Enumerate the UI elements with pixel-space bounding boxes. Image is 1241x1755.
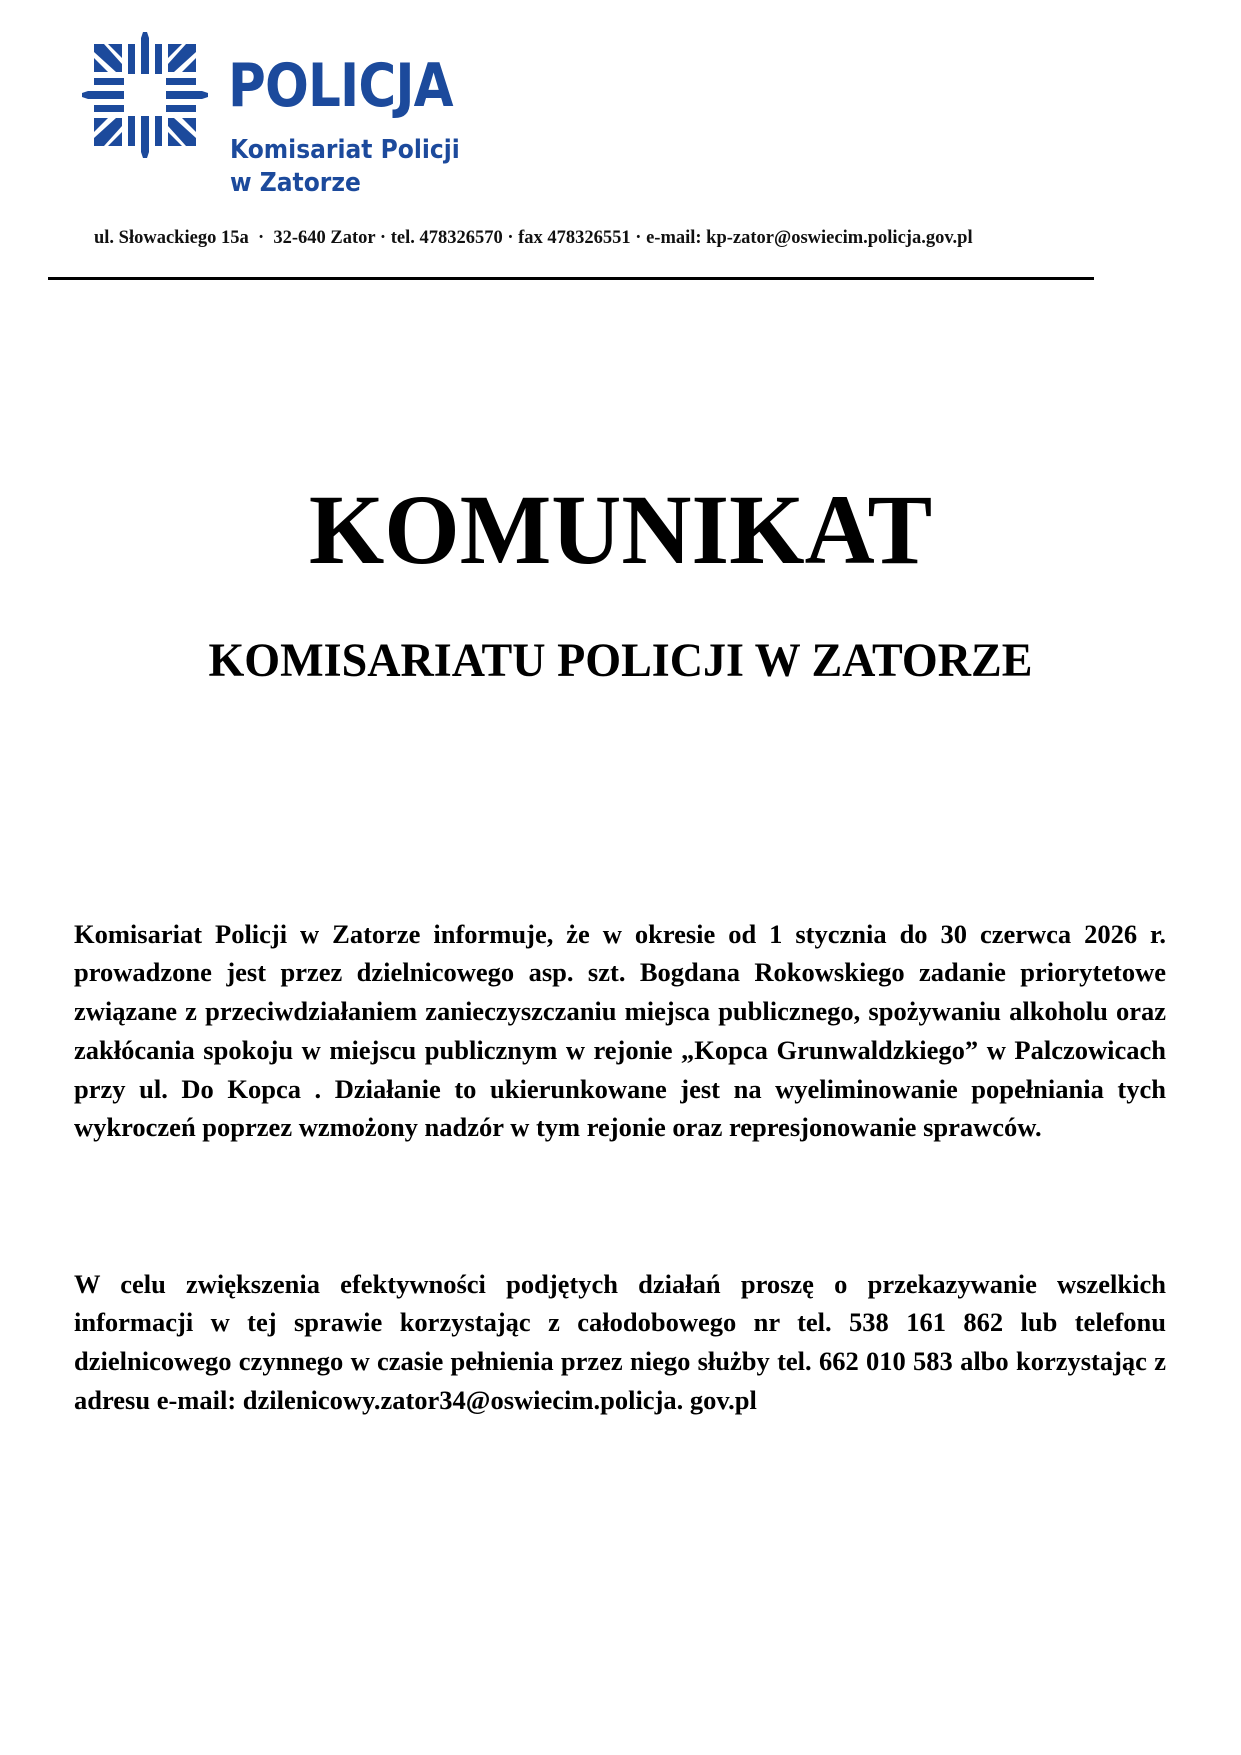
header-divider: [48, 277, 1094, 280]
logo-subtitle-line2: w Zatorze: [230, 168, 361, 198]
logo-subtitle-line1: Komisariat Policji: [230, 135, 460, 165]
logo-title: POLICJA: [228, 51, 453, 121]
logo-subtitle: [230, 134, 460, 200]
document-title: KOMUNIKAT: [308, 474, 933, 585]
document-subtitle: KOMISARIATU POLICJI W ZATORZE: [208, 634, 1033, 687]
police-star-emblem-icon: [80, 30, 210, 160]
body-paragraph: Komisariat Policji w Zatorze informuje, że w okresie od 1 stycznia do 30 czerwca 2026 r. prowadzone jest przez dzielnicowego asp. szt. Bogdana Rokowskiego zadanie priorytetowe związane z przeciwdziałaniem zanieczyszczaniu miejsca publicznego, spożywaniu alkoholu oraz zakłócania spokoju w miejscu publicznym w rejonie „Kopca Grunwaldzkiego” w Palczowicach przy ul. Do Kopca . Działanie to ukierunkowane jest na wyeliminowanie popełniania tych wykroczeń poprzez wzmożony nadzór w tym rejonie oraz represjonowanie sprawców.: [74, 918, 1166, 1143]
contact-line: ul. Słowackiego 15a · 32-640 Zator · tel. 478326570 · fax 478326551 · e-mail: kp-zator@oswiecim.policja.gov.pl: [94, 228, 973, 248]
body-paragraph: W celu zwiększenia efektywności podjętych działań proszę o przekazywanie wszelkich informacji w tej sprawie korzystając z całodobowego nr tel. 538 161 862 lub telefonu dzielnicowego czynnego w czasie pełnienia przez niego służby tel. 662 010 583 albo korzystając z adresu e-mail: dzilenicowy.zator34@oswiecim.policja. gov.pl: [74, 1268, 1166, 1415]
